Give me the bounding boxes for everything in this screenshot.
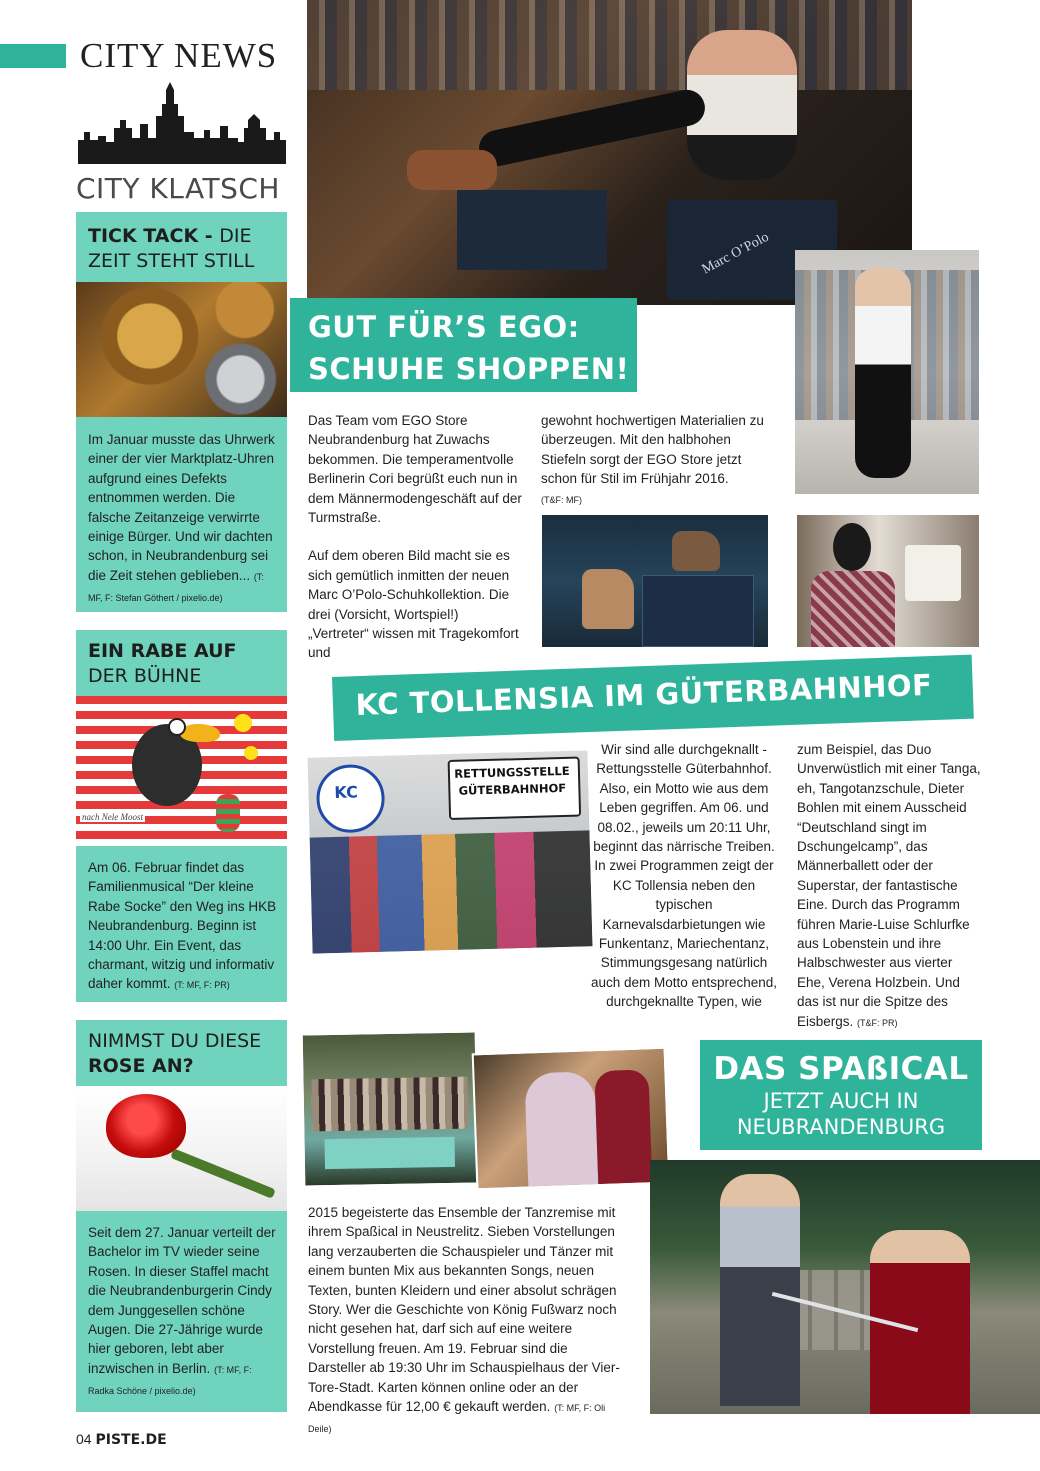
story-body: Seit dem 27. Januar verteilt der Bachelor im TV wieder seine Rosen. In dieser Staffel macht die Neubrandenburgerin Cindy dem Junggesellen schöne Augen. Die 27-Jährige wurde hier geboren, lebt aber inzwischen in Berlin. (T: MF, F: Radka Schöne / pixelio.de) (88, 1225, 276, 1397)
mannequin-shirt (811, 571, 895, 647)
clockwork-photo (76, 282, 287, 417)
ego-column-2: gewohnt hochwertigen Materialien zu überzeugen. Mit den halbhohen Stiefeln sorgt der EGO Store jetzt schon für Stil im Frühjahr 2016. (T&F: MF) (541, 413, 764, 505)
story-title: EIN RABE AUF DER BÜHNE (88, 640, 237, 687)
performers (311, 1077, 468, 1132)
spassical-subtitle: NEUBRANDENBURG (736, 1115, 946, 1139)
story-title: NIMMST DU DIESE ROSE AN? (88, 1030, 262, 1077)
paragraph: Auf dem oberen Bild macht sie es sich gemütlich inmitten der neuen Marc O’Polo-Schuhkollektion. Die drei (Vorsicht, Wortspiel!) „Vertreter“ wissen mit Tragekomfort und (308, 548, 519, 661)
stage-ensemble-photo (301, 1030, 480, 1187)
illustration-caption: nach Nele Moost (82, 812, 143, 822)
boot (407, 150, 497, 190)
brand-name: PISTE.DE (95, 1432, 167, 1448)
boot (672, 531, 720, 571)
mannequin-photo (797, 515, 979, 647)
shoe-box-label: Marc O’Polo (699, 229, 772, 278)
city-skyline-icon (76, 80, 288, 168)
boots-display-photo (542, 515, 768, 647)
spassical-body: 2015 begeisterte das Ensemble der Tanzremise mit ihrem Spaßical in Neustrelitz. Sieben Vorstellungen lang verzauberten die Schauspieler und Tänzer mit einem bunten Mix aus bekannten Songs, neuen Texten, bunten Kleidern und einer absolut schrägen Story. Wer die Geschichte von König Fußwarz noch nicht gesehen hat, darf sich auf eine weitere Vorstellung freuen. Am 19. Februar sind die Darsteller ab 19:30 Uhr im Schauspielhaus der Vier-Tore-Stadt. Karten können online oder an der Abendkasse für 12,00 € gekauft werden. (T: MF, F: Oli Deile) (308, 1205, 620, 1435)
spassical-subtitle: JETZT AUCH IN (763, 1089, 919, 1113)
dancer-jacket (594, 1069, 652, 1184)
raven-beak (180, 724, 220, 742)
page-footer (76, 1431, 167, 1448)
header-accent-bar (0, 44, 66, 68)
carnival-group-photo (305, 748, 594, 955)
raven-illustration (76, 696, 287, 846)
story-body: Am 06. Februar findet das Familienmusical “Der kleine Rabe Socke” den Weg ins HKB Neubrandenburg. Beginn ist 14:00 Uhr. Ein Event, das charmant, witzig und informativ daher kommt. (T: MF, F: PR) (88, 860, 277, 992)
rose-stem (170, 1148, 276, 1198)
sword-fight-photo (650, 1160, 1040, 1414)
section-title: CITY NEWS (80, 36, 278, 75)
raven-eye (168, 718, 186, 736)
dancing-couple-photo (472, 1047, 671, 1191)
performers (310, 830, 593, 953)
spassical-banner-text (700, 1050, 982, 1140)
shoe-box (457, 190, 607, 270)
shoe-box (642, 575, 754, 647)
actor-cloak (720, 1174, 800, 1406)
paragraph: Das Team vom EGO Store Neubrandenburg hat Zuwachs bekommen. Die temperamentvolle Berlinerin Cori begrüßt euch nun in dem Männermodengeschäft auf der Turmstraße. (308, 413, 522, 526)
kc-column-2: zum Beispiel, das Duo Unverwüstlich mit einer Tanga, eh, Tangotanzschule, Dieter Bohlen mit einem Ausscheid “Deutschland singt im Dschungelcamp”, das Männerballett oder der Superstar, der fantastische Eine. Durch das Programm führen Marie-Luise Schlurfke aus Lobenstein und ihre Halbschwester aus vierter Ehe, Verena Holzbein. Und das ist nur die Spitze des Eisbergs. (T&F: PR) (797, 742, 981, 1029)
ego-column-1 (308, 411, 522, 663)
clothes-rack (307, 0, 912, 90)
sock-shape (216, 794, 240, 832)
spassical-title: DAS SPAßICAL (713, 1051, 969, 1087)
rose-photo (76, 1086, 287, 1211)
flower-icon (244, 746, 258, 760)
stage-floor (325, 1137, 456, 1169)
leg (476, 86, 708, 169)
mannequin-head (833, 523, 871, 571)
dancer-dress (524, 1071, 598, 1186)
club-badge-text: KC (334, 782, 359, 803)
woman-figure (855, 268, 911, 478)
sign-text: RETTUNGSSTELLE GÜTERBAHNHOF (454, 763, 570, 798)
woman-in-store-photo (795, 250, 979, 494)
ego-banner-text: GUT FÜR’S EGO: SCHUHE SHOPPEN! (308, 310, 630, 386)
page-number: 04 (76, 1431, 92, 1447)
kc-banner-text: KC TOLLENSIA IM GÜTERBAHNHOF (355, 667, 933, 722)
story-body: Im Januar musste das Uhrwerk einer der vier Marktplatz-Uhren aufgrund eines Defekts entnommen werden. Die falsche Zeitanzeige verwirrte einige Bürger. Und wir dachten schon, in Neubrandenburg sei die Zeit stehen geblieben... (T: MF, F: Stefan Göthert / pixelio.de) (88, 432, 275, 604)
flower-icon (234, 714, 252, 732)
mustache-sign (905, 545, 961, 601)
rose-flower (106, 1094, 186, 1158)
story-title: TICK TACK - DIE ZEIT STEHT STILL (88, 225, 255, 272)
boot (582, 569, 634, 629)
kc-column-1: Wir sind alle durchgeknallt - Rettungsstelle Güterbahnhof. Also, ein Motto wie aus dem Leben gegriffen. Am 06. und 08.02., jeweils um 20:11 Uhr, beginnt das närrische Treiben. In zwei Programmen zeigt der KC Tollensia neben den typischen Karnevalsdarbietungen wie Funkentanz, Mariechentanz, Stimmungsgesang natürlich auch dem Motto entsprechend, durchgeknallte Typen, wie (590, 742, 778, 1010)
logo-text: CITY KLATSCH (76, 172, 280, 205)
